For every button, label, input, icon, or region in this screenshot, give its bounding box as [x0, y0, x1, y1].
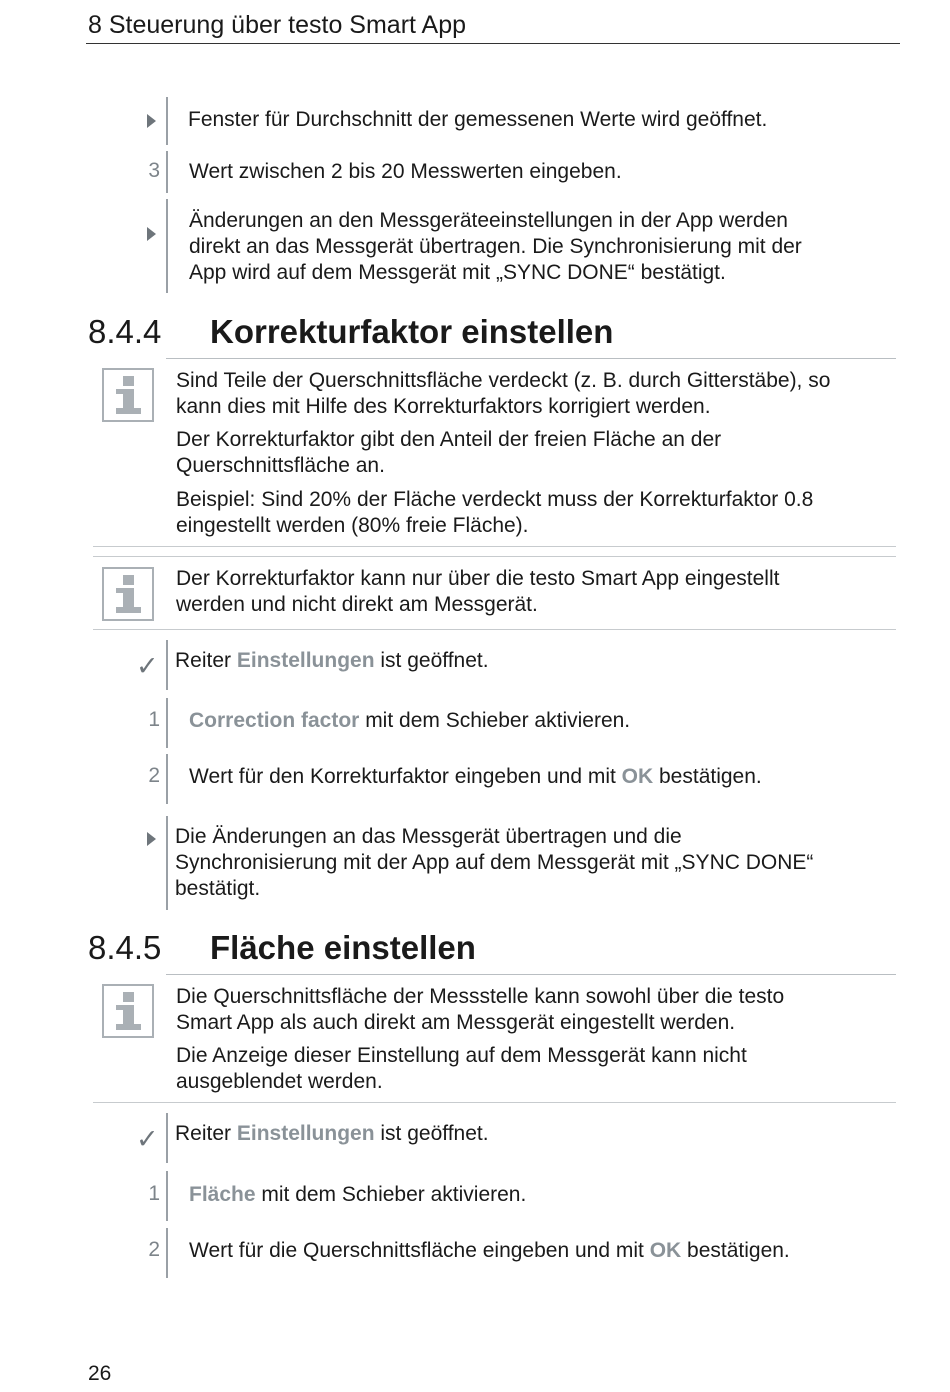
step-text	[189, 1182, 526, 1208]
text-run: mit dem Schieber aktivieren.	[359, 709, 631, 732]
info-icon	[102, 984, 154, 1038]
ui-label-ok: OK	[621, 765, 654, 788]
text-line: Beispiel: Sind 20% der Fläche verdeckt muss der Korrekturfaktor 0.8	[176, 488, 814, 511]
text-run: mit dem Schieber aktivieren.	[255, 1183, 527, 1206]
step-divider	[166, 151, 168, 193]
text-line: Der Korrekturfaktor gibt den Anteil der freien Fläche an der	[176, 428, 722, 451]
numbered-step	[0, 151, 950, 193]
step-number: 1	[148, 1182, 160, 1205]
step-divider	[166, 97, 168, 145]
text-run: Wert für den Korrekturfaktor eingeben und mit	[189, 765, 622, 788]
step-divider	[166, 816, 168, 910]
step-number: 3	[148, 159, 160, 182]
numbered-step	[0, 698, 950, 748]
text-line: Die Querschnittsfläche der Messstelle kann sowohl über die testo	[176, 985, 785, 1008]
step-text	[175, 1121, 489, 1147]
text-line: eingestellt werden (80% freie Fläche).	[176, 514, 529, 537]
step-text	[189, 708, 630, 734]
step-text	[175, 824, 813, 902]
info-icon	[102, 567, 154, 621]
section-number: 8.4.4	[88, 313, 162, 350]
text-line: Änderungen an den Messgeräteeinstellungen in der App werden	[189, 209, 788, 232]
info-paragraph	[176, 566, 891, 618]
numbered-step	[0, 1228, 950, 1278]
ui-label-ok: OK	[649, 1239, 682, 1262]
step-divider	[166, 1228, 168, 1278]
text-line: kann dies mit Hilfe des Korrekturfaktors korrigiert werden.	[176, 395, 711, 418]
step-divider	[166, 640, 168, 690]
section-divider	[166, 358, 896, 359]
text-line: direkt an das Messgerät übertragen. Die Synchronisierung mit der	[189, 235, 802, 258]
info-paragraph	[176, 487, 891, 539]
text-line: Querschnittsfläche an.	[176, 454, 385, 477]
info-divider	[93, 629, 896, 630]
text-run: Reiter	[175, 1122, 237, 1145]
text-line: Sind Teile der Querschnittsfläche verdeckt (z. B. durch Gitterstäbe), so	[176, 369, 831, 392]
info-paragraph	[176, 984, 891, 1036]
ui-label-einstellungen: Einstellungen	[236, 1122, 375, 1145]
result-step	[0, 97, 950, 145]
step-divider	[166, 199, 168, 293]
numbered-step	[0, 754, 950, 804]
triangle-right-icon	[147, 227, 156, 241]
step-divider	[166, 754, 168, 804]
text-run: bestätigen.	[653, 765, 762, 788]
step-number: 2	[148, 1238, 160, 1261]
text-line: Der Korrekturfaktor kann nur über die testo Smart App eingestellt	[176, 567, 780, 590]
text-run: ist geöffnet.	[374, 649, 489, 672]
header-divider	[86, 43, 900, 44]
info-paragraph	[176, 1043, 891, 1095]
step-number: 1	[148, 708, 160, 731]
info-divider	[93, 546, 896, 547]
step-divider	[166, 1171, 168, 1221]
ui-label-correction-factor: Correction factor	[189, 709, 360, 732]
text-run: ist geöffnet.	[374, 1122, 489, 1145]
running-header: 8 Steuerung über testo Smart App	[88, 11, 467, 39]
triangle-right-icon	[147, 832, 156, 846]
text-line: Die Anzeige dieser Einstellung auf dem Messgerät kann nicht	[176, 1044, 747, 1067]
checkmark-icon: ✓	[136, 651, 159, 681]
section-number: 8.4.5	[88, 929, 162, 966]
text-line: Smart App als auch direkt am Messgerät eingestellt werden.	[176, 1011, 736, 1034]
text-run: Wert für die Querschnittsfläche eingeben und mit	[189, 1239, 650, 1262]
info-icon	[102, 368, 154, 422]
result-step	[0, 199, 950, 293]
prerequisite-step	[0, 640, 950, 690]
ui-label-einstellungen: Einstellungen	[236, 649, 375, 672]
text-line: Synchronisierung mit der App auf dem Messgerät mit „SYNC DONE“	[175, 851, 814, 874]
text-line: Die Änderungen an das Messgerät übertragen und die	[175, 825, 682, 848]
step-text: Fenster für Durchschnitt der gemessenen Werte wird geöffnet.	[188, 108, 768, 131]
text-run: bestätigen.	[681, 1239, 790, 1262]
info-paragraph	[176, 368, 891, 420]
step-text	[189, 1238, 790, 1264]
text-line: ausgeblendet werden.	[176, 1070, 383, 1093]
step-divider	[166, 698, 168, 748]
info-paragraph	[176, 427, 891, 479]
step-number: 2	[148, 764, 160, 787]
step-text	[189, 208, 802, 286]
section-title: Korrekturfaktor einstellen	[210, 313, 614, 350]
page-number: 26	[88, 1362, 112, 1385]
info-divider	[93, 1102, 896, 1103]
text-line: werden und nicht direkt am Messgerät.	[176, 593, 538, 616]
text-line: App wird auf dem Messgerät mit „SYNC DONE“ bestätigt.	[189, 261, 726, 284]
numbered-step	[0, 1171, 950, 1221]
triangle-right-icon	[147, 114, 156, 128]
ui-label-flaeche: Fläche	[189, 1183, 256, 1206]
step-text: Wert zwischen 2 bis 20 Messwerten eingeben.	[189, 160, 622, 183]
section-title: Fläche einstellen	[210, 929, 476, 966]
result-step	[0, 816, 950, 910]
checkmark-icon: ✓	[136, 1124, 159, 1154]
section-divider	[166, 974, 896, 975]
step-text	[175, 648, 489, 674]
step-text	[189, 764, 762, 790]
text-line: bestätigt.	[175, 877, 261, 900]
info-divider	[93, 556, 896, 557]
prerequisite-step	[0, 1113, 950, 1163]
step-divider	[166, 1113, 168, 1163]
text-run: Reiter	[175, 649, 237, 672]
